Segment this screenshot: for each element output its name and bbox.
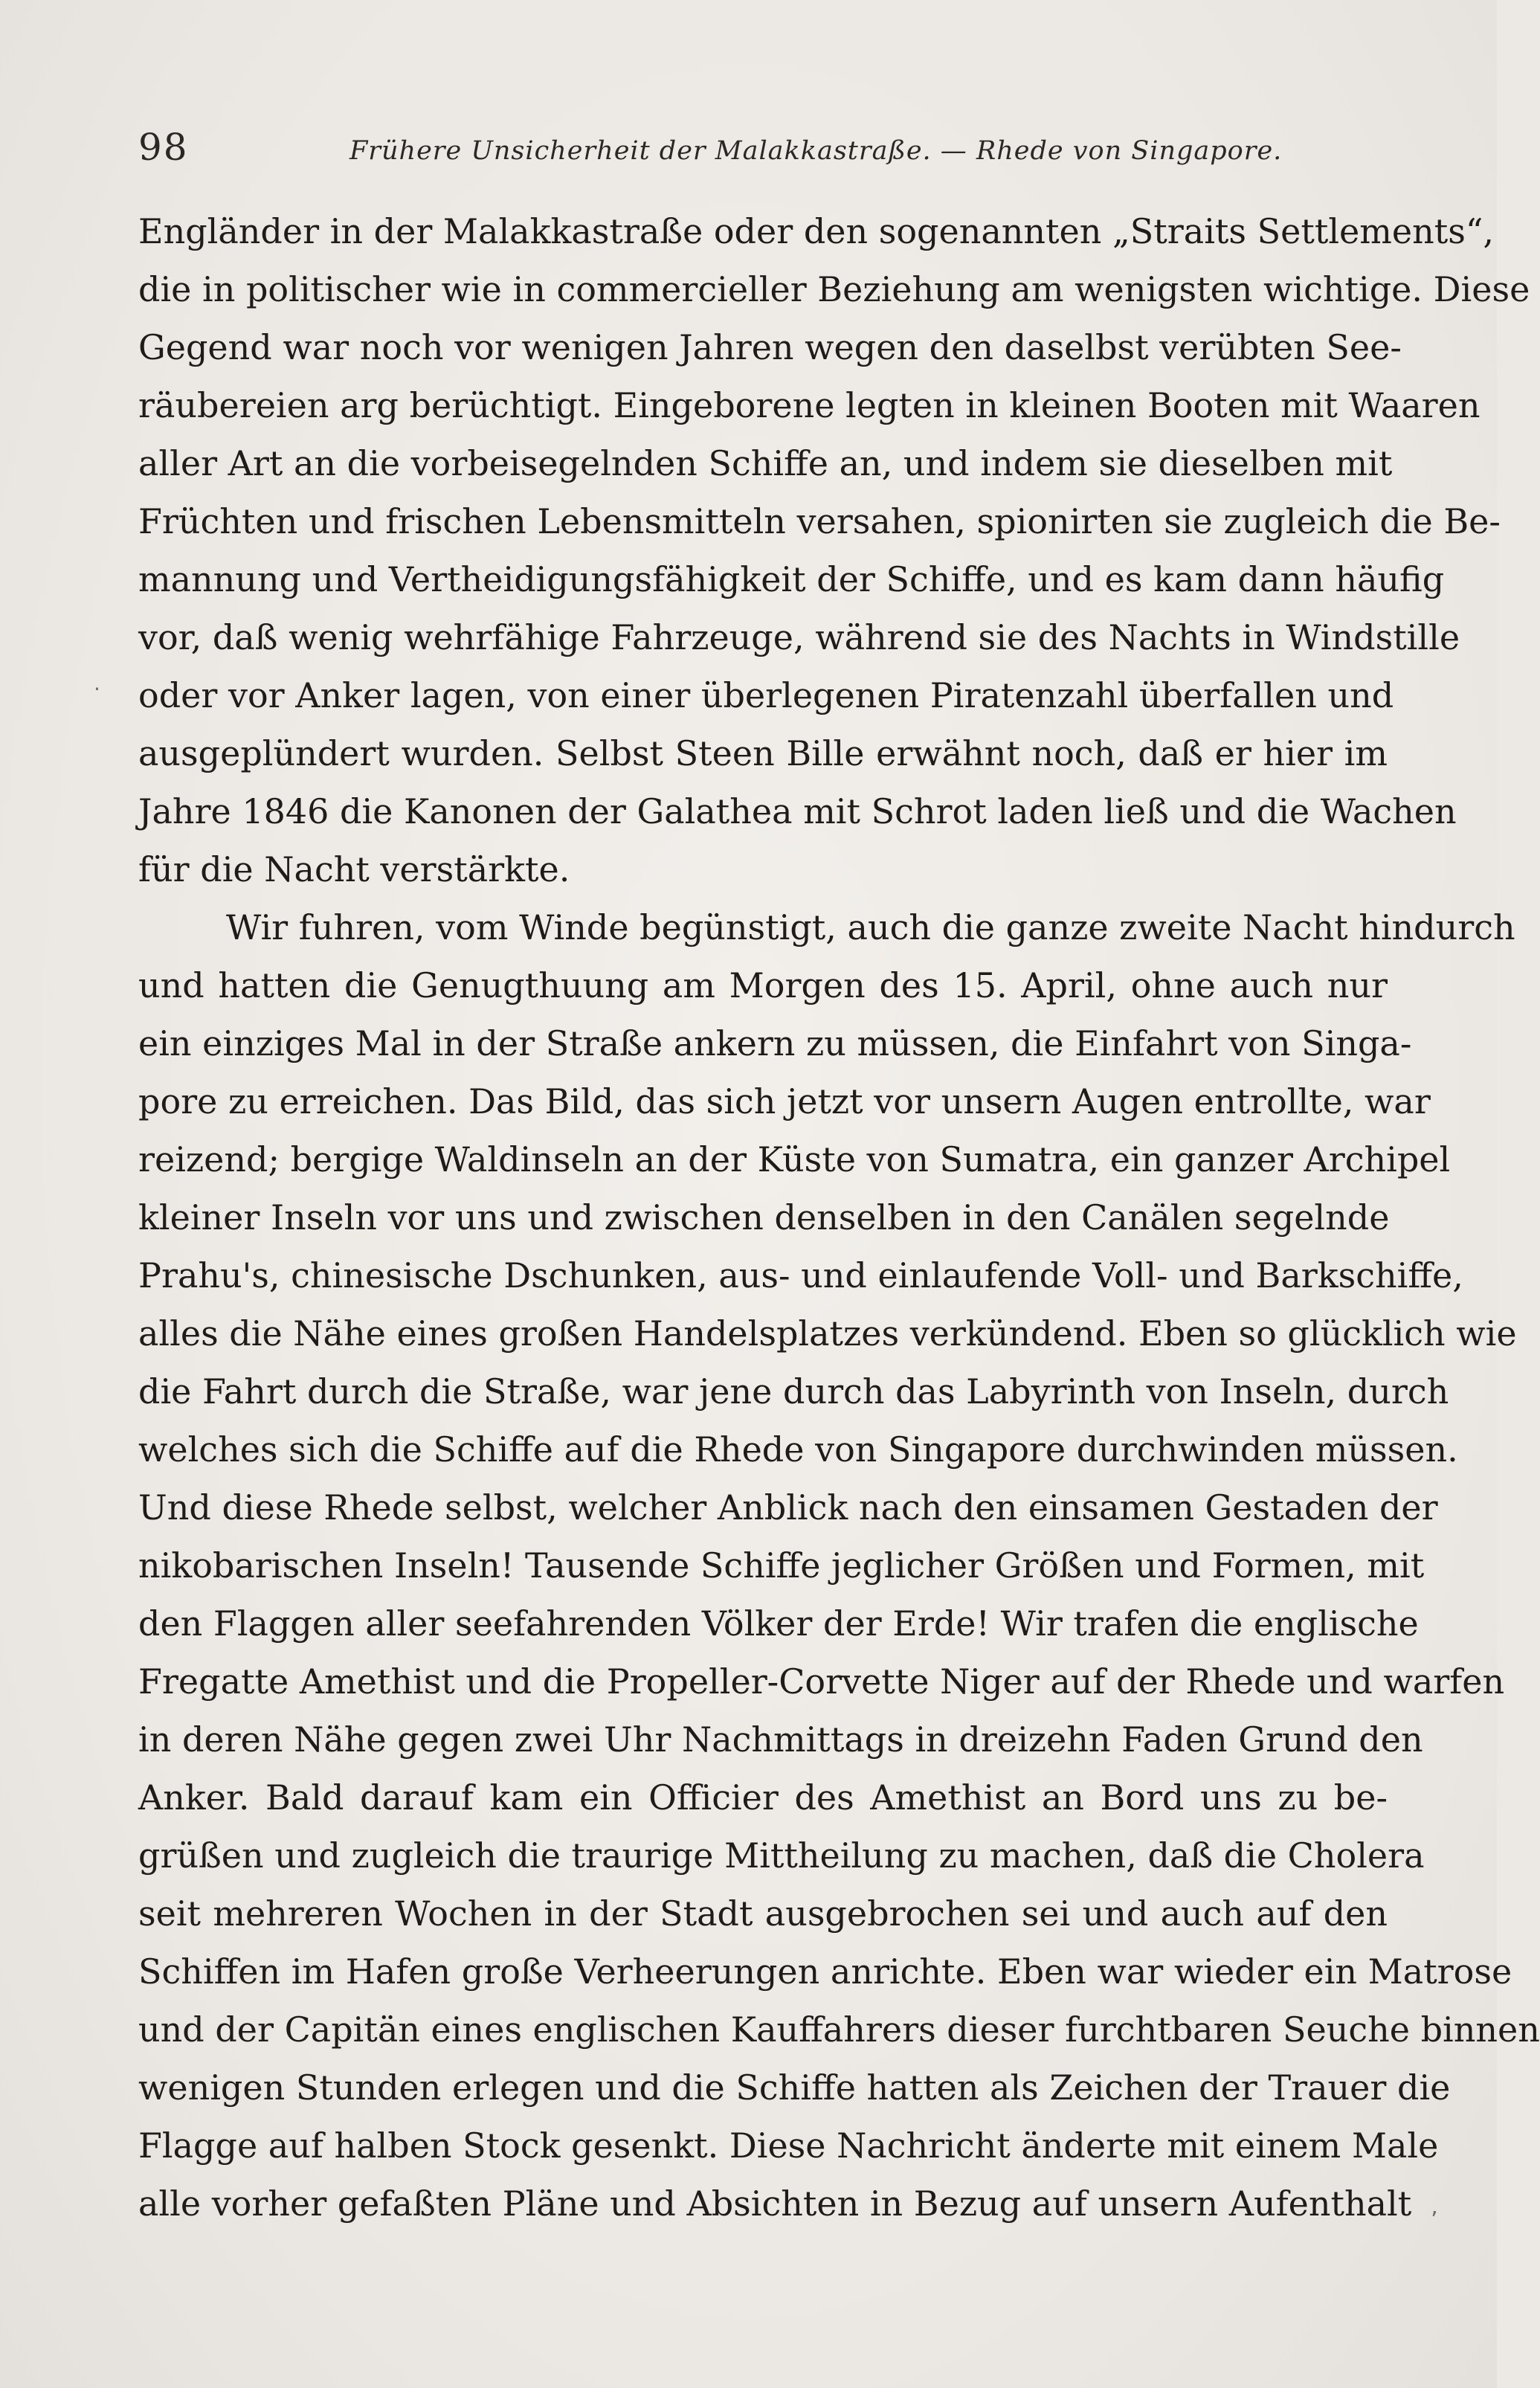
text-line: Gegend war noch vor wenigen Jahren wegen den daselbst verübten See- xyxy=(138,327,1402,367)
text-line: Wir fuhren, vom Winde begünstigt, auch die ganze zweite Nacht hindurch xyxy=(226,907,1515,947)
text-line: und hatten die Genugthuung am Morgen des 15. April, ohne auch nur xyxy=(138,965,1388,1005)
page-number: 98 xyxy=(138,126,189,169)
text-line: in deren Nähe gegen zwei Uhr Nachmittags in dreizehn Faden Grund den xyxy=(138,1719,1423,1760)
text-line: seit mehreren Wochen in der Stadt ausgebrochen sei und auch auf den xyxy=(138,1893,1388,1934)
text-line: nikobarischen Inseln! Tausende Schiffe jeglicher Größen und Formen, mit xyxy=(138,1545,1425,1586)
margin-speck: ’ xyxy=(1431,2207,1438,2233)
text-line: räubereien arg berüchtigt. Eingeborene legten in kleinen Booten mit Waaren xyxy=(138,385,1481,425)
text-line: Engländer in der Malakkastraße oder den sogenannten „Straits Settlements“, xyxy=(138,211,1494,251)
text-line: Früchten und frischen Lebensmitteln versahen, spionirten sie zugleich die Be- xyxy=(138,501,1501,541)
text-line: pore zu erreichen. Das Bild, das sich jetzt vor unsern Augen entrollte, war xyxy=(138,1081,1431,1121)
text-line: alles die Nähe eines großen Handelsplatzes verkündend. Eben so glücklich wie xyxy=(138,1313,1517,1354)
text-line: grüßen und zugleich die traurige Mittheilung zu machen, daß die Cholera xyxy=(138,1835,1425,1876)
body-text xyxy=(138,202,1540,2233)
text-line: Schiffen im Hafen große Verheerungen anrichte. Eben war wieder ein Matrose xyxy=(138,1951,1512,1992)
running-title: Frühere Unsicherheit der Malakkastraße. — Rhede von Singapore. xyxy=(349,136,1283,166)
text-line: ein einziges Mal in der Straße ankern zu müssen, die Einfahrt von Singa- xyxy=(138,1023,1412,1063)
paragraph-2 xyxy=(138,898,1540,2233)
text-line: oder vor Anker lagen, von einer überlegenen Piratenzahl überfallen und xyxy=(138,675,1394,715)
text-line: Anker. Bald darauf kam ein Officier des Amethist an Bord uns zu be- xyxy=(138,1777,1388,1818)
text-line: wenigen Stunden erlegen und die Schiffe hatten als Zeichen der Trauer die xyxy=(138,2067,1451,2108)
text-line: die Fahrt durch die Straße, war jene durch das Labyrinth von Inseln, durch xyxy=(138,1371,1449,1412)
text-line: Jahre 1846 die Kanonen der Galathea mit Schrot laden ließ und die Wachen xyxy=(138,791,1457,831)
paragraph-1 xyxy=(138,202,1530,898)
text-line: alle vorher gefaßten Pläne und Absichten in Bezug auf unsern Aufenthalt xyxy=(138,2183,1412,2224)
text-line: und der Capitän eines englischen Kauffahrers dieser furchtbaren Seuche binnen xyxy=(138,2009,1540,2050)
text-line: die in politischer wie in commercieller Beziehung am wenigsten wichtige. Diese xyxy=(138,269,1530,309)
text-line: reizend; bergige Waldinseln an der Küste von Sumatra, ein ganzer Archipel xyxy=(138,1139,1451,1179)
text-line: Flagge auf halben Stock gesenkt. Diese Nachricht änderte mit einem Male xyxy=(138,2125,1439,2166)
text-line: den Flaggen aller seefahrenden Völker der Erde! Wir trafen die englische xyxy=(138,1603,1419,1644)
text-line: welches sich die Schiffe auf die Rhede von Singapore durchwinden müssen. xyxy=(138,1429,1458,1470)
text-line: kleiner Inseln vor uns und zwischen denselben in den Canälen segelnde xyxy=(138,1197,1390,1238)
text-line: mannung und Vertheidigungsfähigkeit der Schiffe, und es kam dann häufig xyxy=(138,559,1445,599)
running-header xyxy=(138,125,1388,177)
text-line: Prahu's, chinesische Dschunken, aus- und einlaufende Voll- und Barkschiffe, xyxy=(138,1255,1463,1296)
text-line: vor, daß wenig wehrfähige Fahrzeuge, während sie des Nachts in Windstille xyxy=(138,617,1460,657)
margin-speck: · xyxy=(94,677,100,701)
text-line: ausgeplündert wurden. Selbst Steen Bille erwähnt noch, daß er hier im xyxy=(138,733,1388,773)
text-line: Und diese Rhede selbst, welcher Anblick nach den einsamen Gestaden der xyxy=(138,1487,1438,1528)
text-line: Fregatte Amethist und die Propeller-Corvette Niger auf der Rhede und warfen xyxy=(138,1661,1505,1702)
text-line: für die Nacht verstärkte. xyxy=(138,849,570,889)
text-line: aller Art an die vorbeisegelnden Schiffe an, und indem sie dieselben mit xyxy=(138,443,1393,483)
